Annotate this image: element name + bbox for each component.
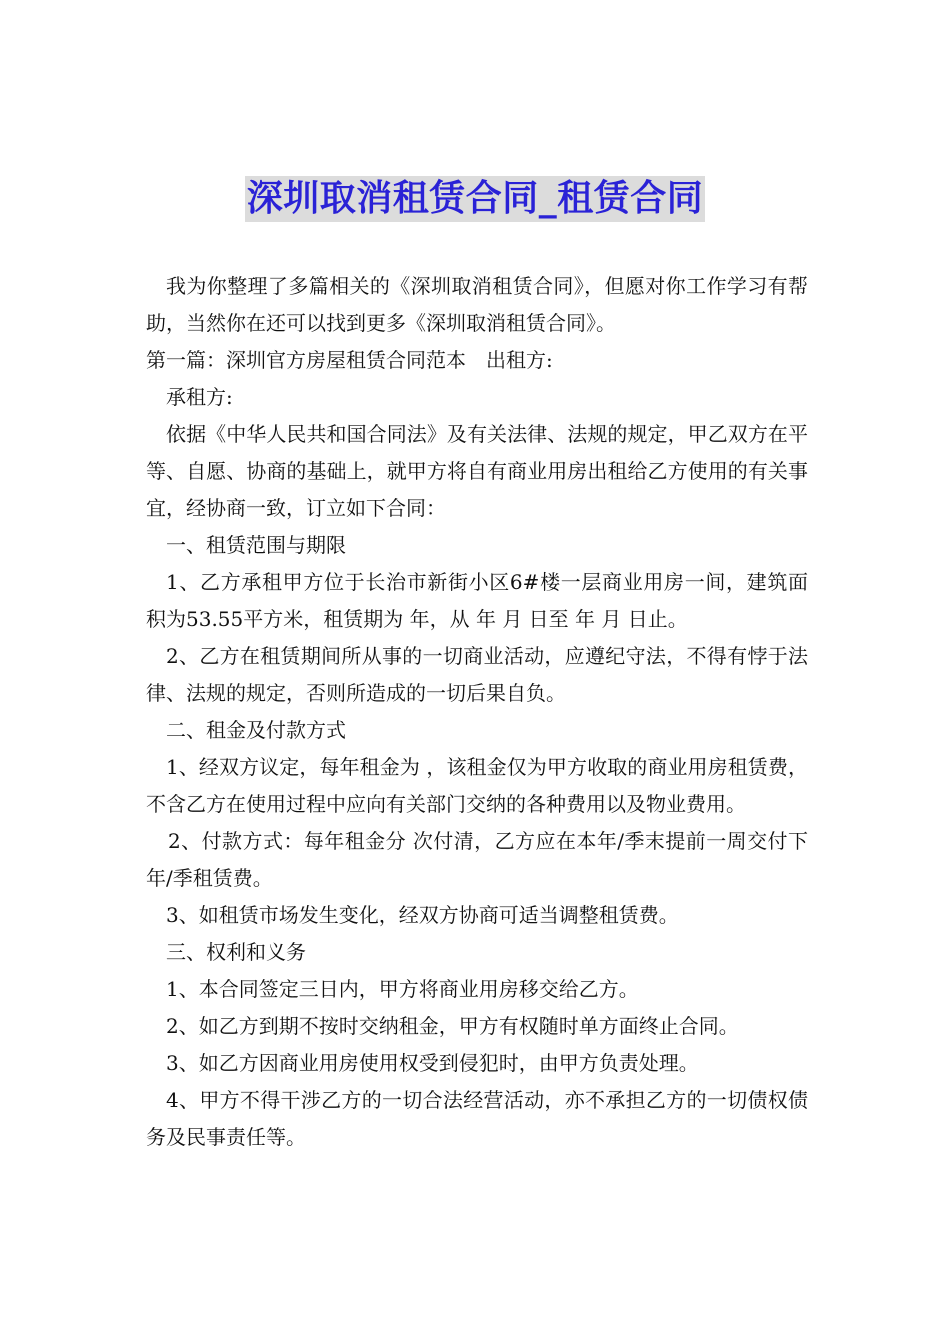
- basis-paragraph: 依据《中华人民共和国合同法》及有关法律、法规的规定，甲乙双方在平等、自愿、协商的基础上，就甲方将自有商业用房出租给乙方使用的有关事宜，经协商一致，订立如下合同：: [146, 422, 808, 520]
- section-heading-3: 三、权利和义务: [166, 940, 306, 964]
- section-heading-2: 二、租金及付款方式: [166, 718, 346, 742]
- clause-3-1: 1、本合同签定三日内，甲方将商业用房移交给乙方。: [166, 977, 639, 1001]
- clause-3-3: 3、如乙方因商业用房使用权受到侵犯时，由甲方负责处理。: [166, 1051, 699, 1075]
- part-one-heading: 第一篇：深圳官方房屋租赁合同范本 出租方:: [146, 348, 553, 372]
- clause-1-1: 1、乙方承租甲方位于长治市新街小区6#楼一层商业用房一间，建筑面积为53.55平方米，租赁期为 年，从 年 月 日至 年 月 日止。: [146, 570, 808, 631]
- clause-2-1: 1、经双方议定，每年租金为 ，该租金仅为甲方收取的商业用房租赁费，不含乙方在使用过程中应向有关部门交纳的各种费用以及物业费用。: [146, 755, 808, 816]
- intro-paragraph: 我为你整理了多篇相关的《深圳取消租赁合同》，但愿对你工作学习有帮助，当然你在还可以找到更多《深圳取消租赁合同》。: [146, 274, 808, 335]
- clause-2-2: 2、付款方式：每年租金分 次付清，乙方应在本年/季末提前一周交付下年/季租赁费。: [146, 829, 808, 890]
- document-body: [146, 268, 808, 1156]
- document-title: 深圳取消租赁合同_租赁合同: [245, 176, 706, 222]
- clause-2-3: 3、如租赁市场发生变化，经双方协商可适当调整租赁费。: [166, 903, 679, 927]
- clause-1-2: 2、乙方在租赁期间所从事的一切商业活动，应遵纪守法，不得有悖于法律、法规的规定，否则所造成的一切后果自负。: [146, 644, 808, 705]
- clause-3-2: 2、如乙方到期不按时交纳租金，甲方有权随时单方面终止合同。: [166, 1014, 739, 1038]
- title-container: [0, 176, 950, 222]
- clause-3-4: 4、甲方不得干涉乙方的一切合法经营活动，亦不承担乙方的一切债权债务及民事责任等。: [146, 1088, 808, 1149]
- lessee-line: 承租方:: [166, 385, 233, 409]
- section-heading-1: 一、租赁范围与期限: [166, 533, 346, 557]
